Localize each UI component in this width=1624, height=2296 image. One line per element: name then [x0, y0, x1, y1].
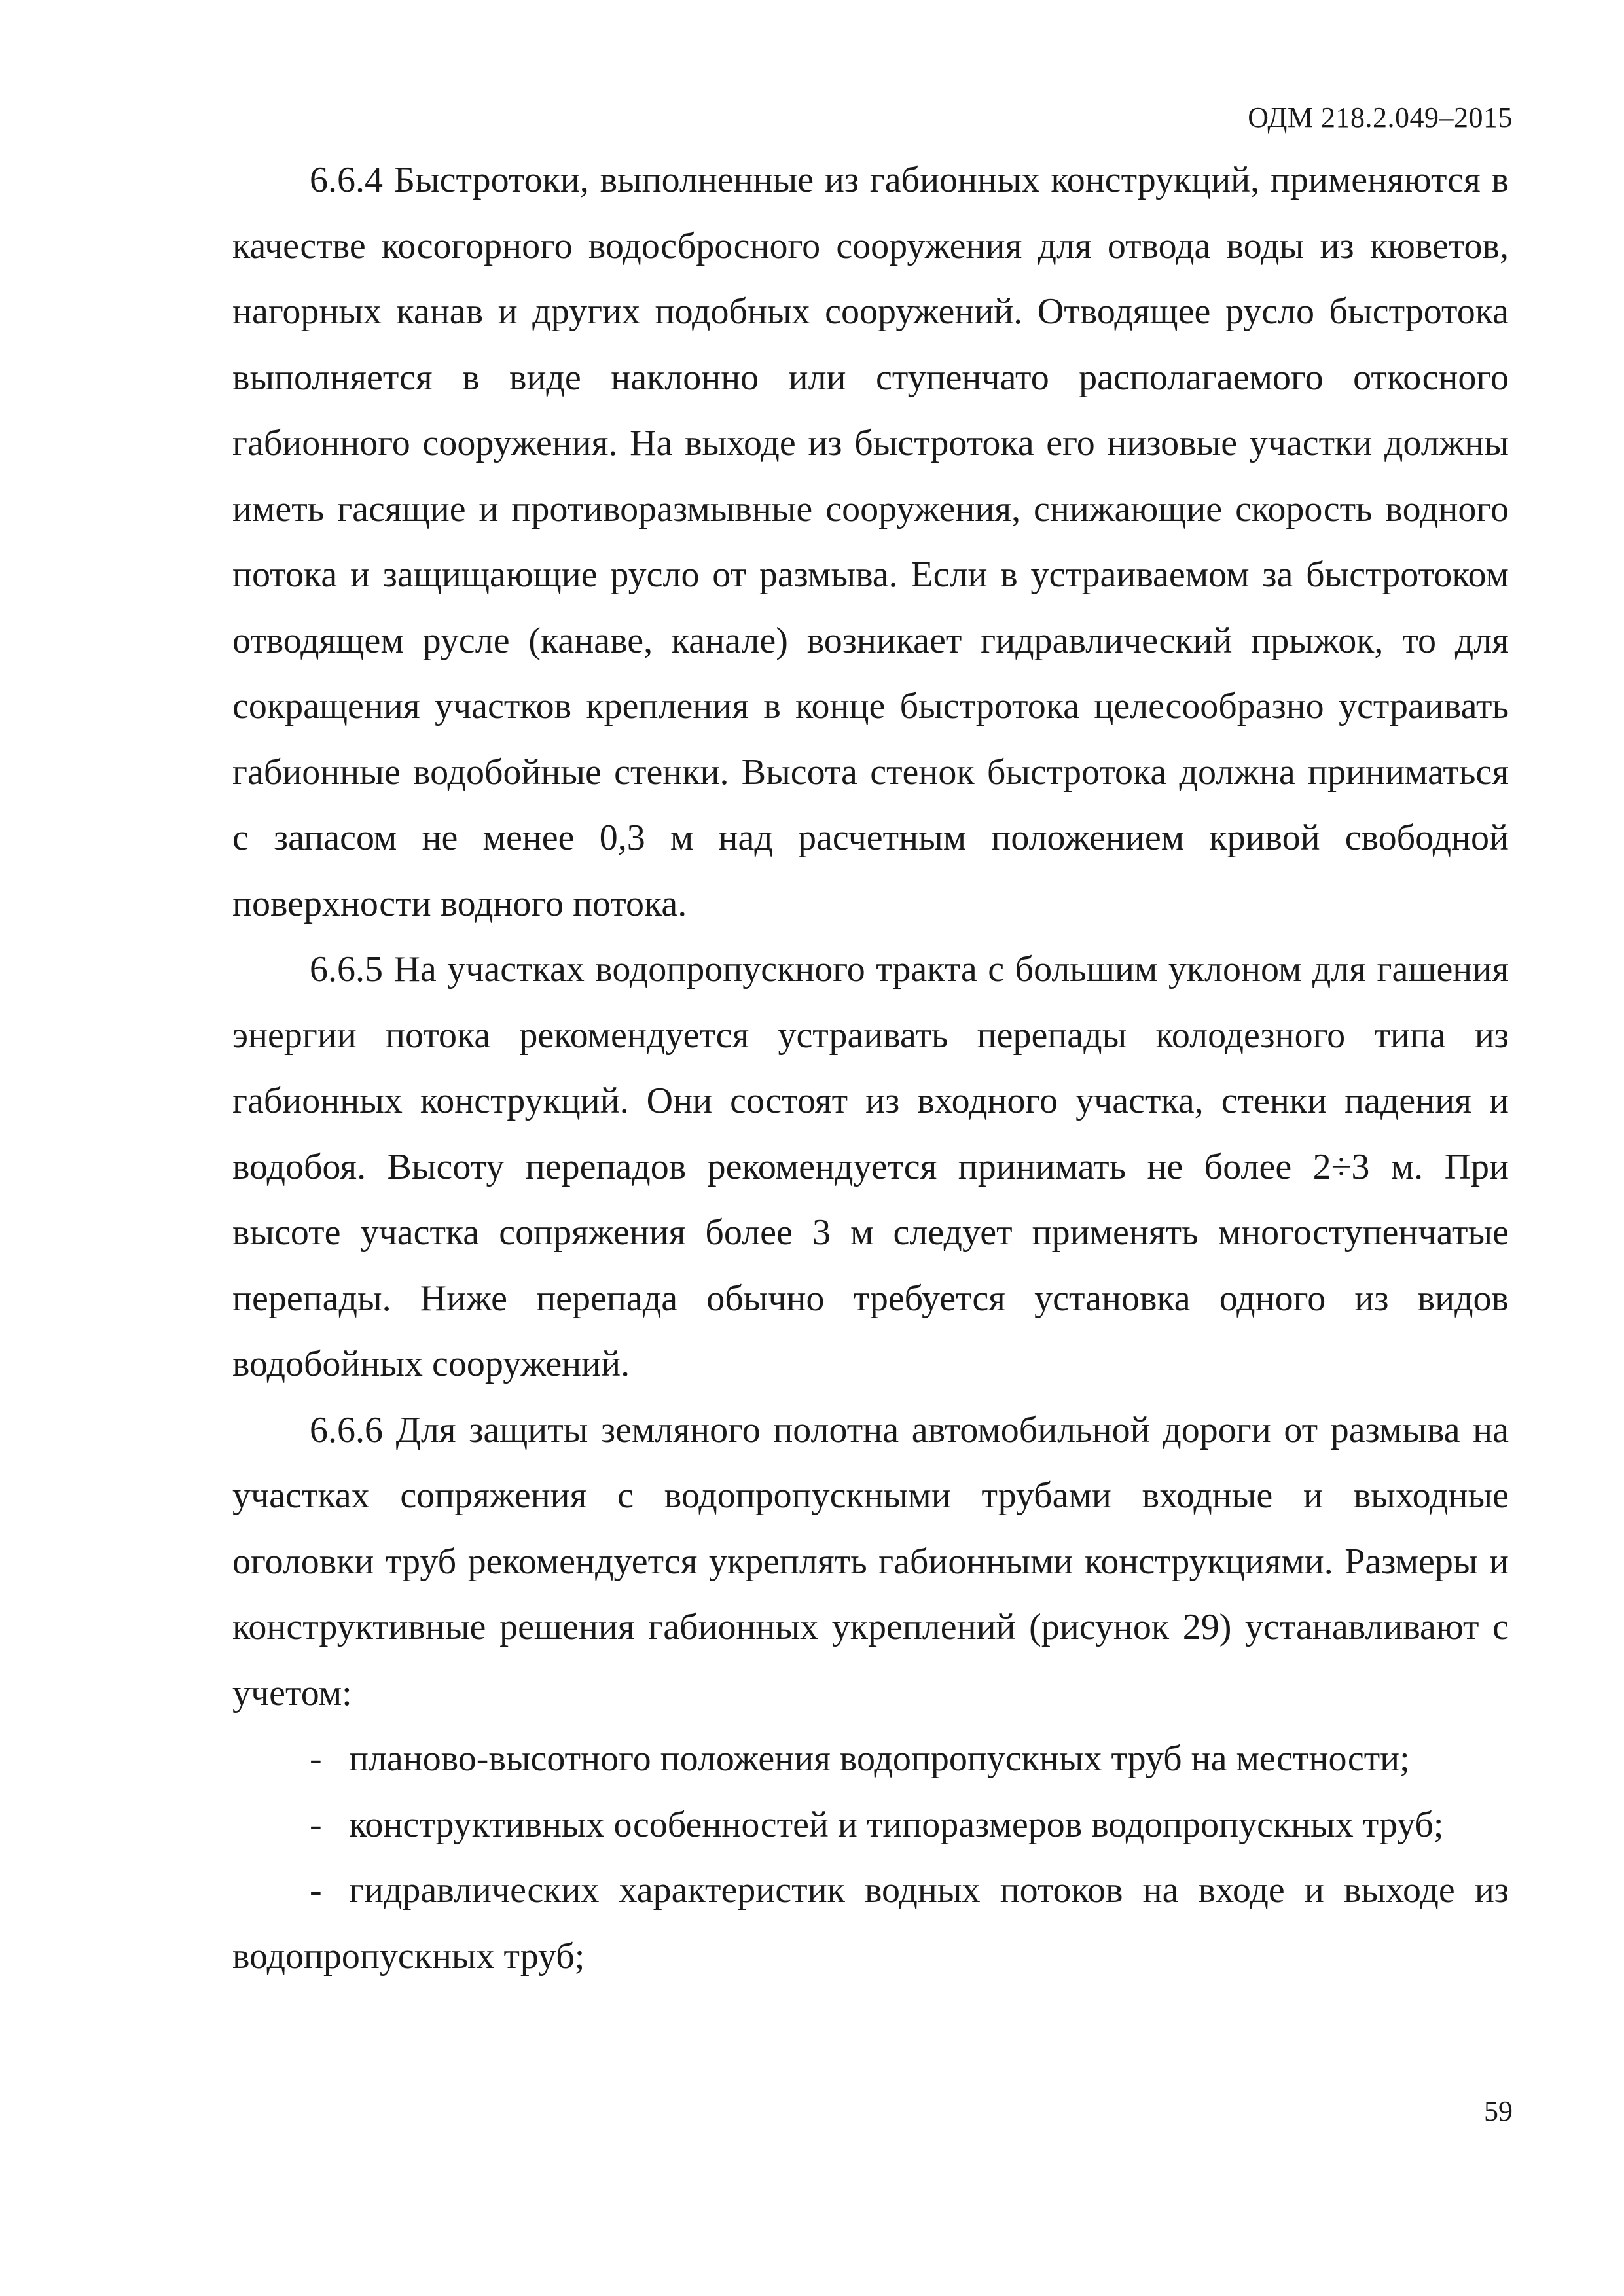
list-item-text: гидравлических характеристик водных потоков на входе и выходе из водопропускных труб; — [232, 1870, 1509, 1977]
clause-number: 6.6.6 — [310, 1409, 383, 1450]
page-number: 59 — [1484, 2095, 1513, 2127]
document-code: ОДМ 218.2.049–2015 — [1248, 101, 1513, 134]
list-item — [232, 1792, 1509, 1858]
clause-text: Для защиты земляного полотна автомобильной дороги от размыва на участках сопряжения с водопропускными трубами входные и выходные оголовки труб рекомендуется укреплять габионными конструкциями. Размеры и конструктивные решения габионных укреплений (рисунок 29) устанавливают с учетом: — [232, 1409, 1509, 1713]
list-marker: - — [310, 1738, 322, 1779]
list-item-text: конструктивных особенностей и типоразмеров водопропускных труб; — [349, 1804, 1444, 1845]
list-item — [232, 1726, 1509, 1792]
list-item — [232, 1857, 1509, 1989]
paragraph-6-6-4 — [232, 147, 1509, 937]
list-marker: - — [310, 1804, 322, 1845]
clause-number: 6.6.4 — [310, 160, 383, 200]
clause-number: 6.6.5 — [310, 949, 383, 990]
list-item-text: планово-высотного положения водопропускных труб на местности; — [349, 1738, 1410, 1779]
paragraph-6-6-5 — [232, 937, 1509, 1397]
clause-text: На участках водопропускного тракта с большим уклоном для гашения энергии потока рекомендуется устраивать перепады колодезного типа из габионных конструкций. Они состоят из входного участка, стенки падения и водобоя. Высоту перепадов рекомендуется принимать не более 2÷3 м. При высоте участка сопряжения более 3 м следует применять многоступенчатые перепады. Ниже перепада обычно требуется установка одного из видов водобойных сооружений. — [232, 949, 1509, 1384]
clause-text: Быстротоки, выполненные из габионных конструкций, применяются в качестве косогорного водосбросного сооружения для отвода воды из кюветов, нагорных канав и других подобных сооружений. Отводящее русло быстротока выполняется в виде наклонно или ступенчато располагаемого откосного габионного сооружения. На выходе из быстротока его низовые участки должны иметь гасящие и противоразмывные сооружения, снижающие скорость водного потока и защищающие русло от размыва. Если в устраиваемом за быстротоком отводящем русле (канаве, канале) возникает гидравлический прыжок, то для сокращения участков крепления в конце быстротока целесообразно устраивать габионные водобойные стенки. Высота стенок быстротока должна приниматься с запасом не менее 0,3 м над расчетным положением кривой свободной поверхности водного потока. — [232, 160, 1509, 924]
paragraph-6-6-6 — [232, 1397, 1509, 1727]
list-marker: - — [310, 1870, 322, 1910]
page-body — [232, 147, 1509, 1989]
